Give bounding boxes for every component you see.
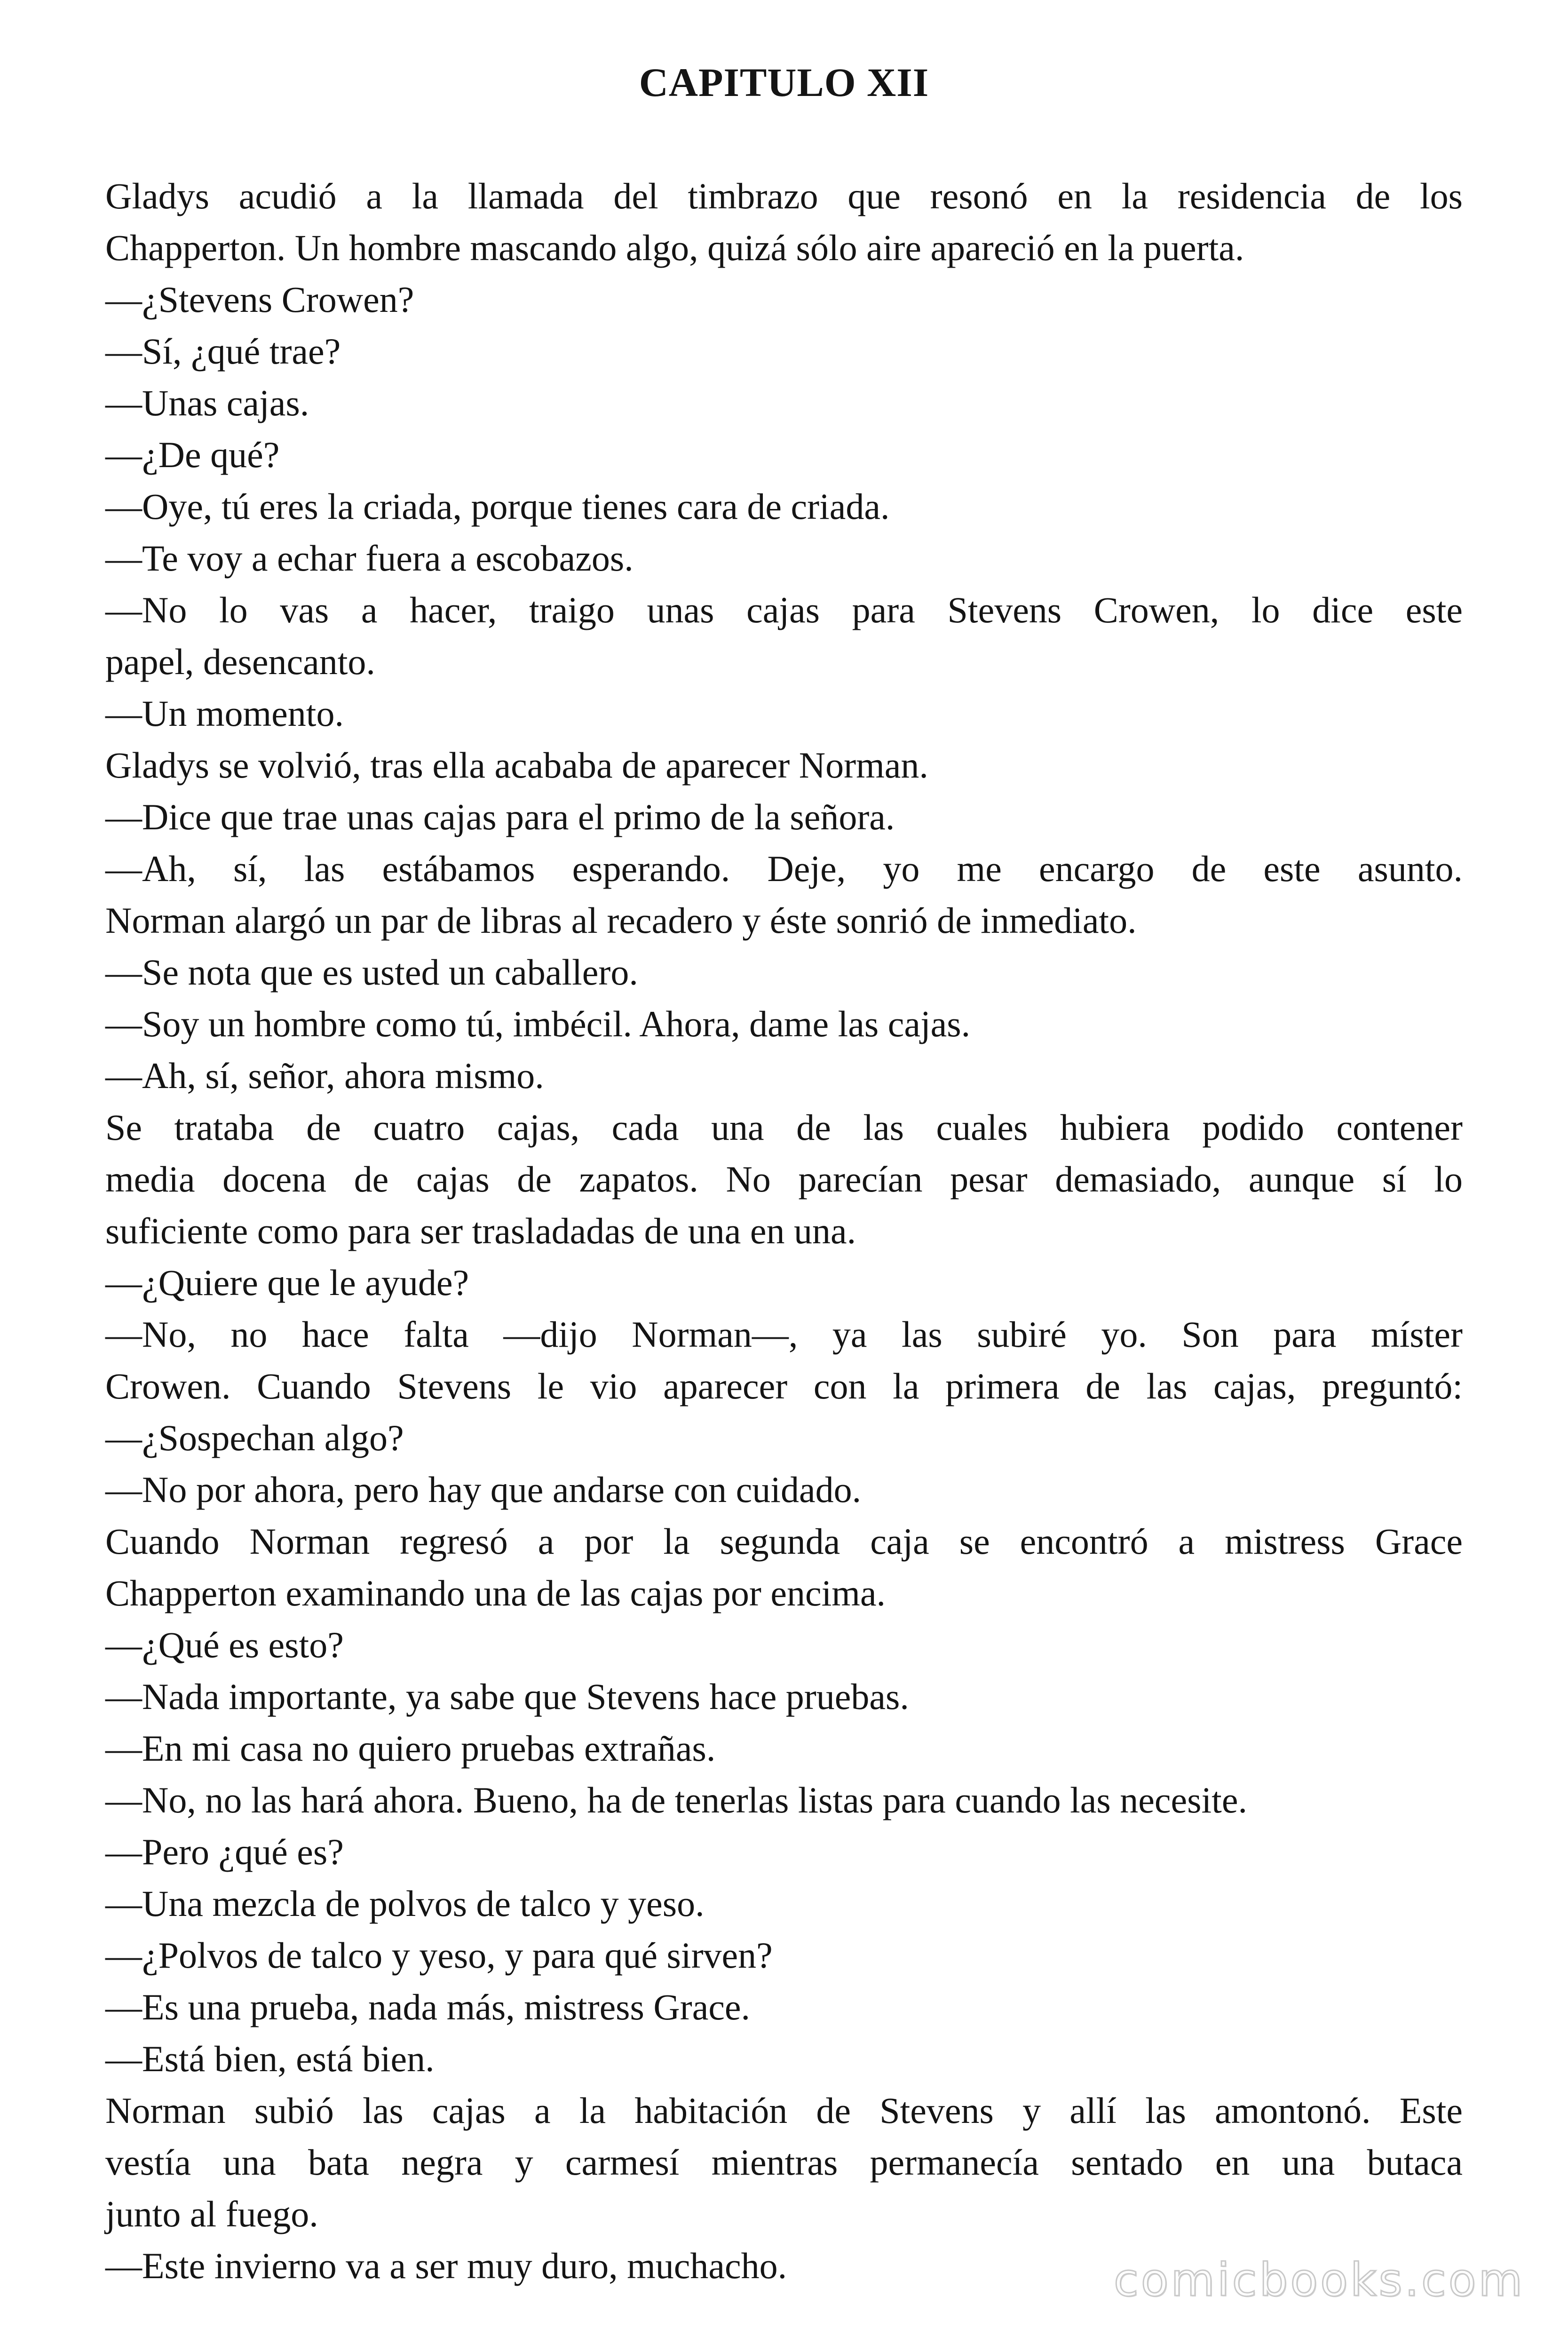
- text-line: —Una mezcla de polvos de talco y yeso.: [105, 1883, 705, 1924]
- text-line: —¿Qué es esto?: [105, 1624, 344, 1665]
- text-line: Norman alargó un par de libras al recadero y éste sonrió de inmediato.: [105, 900, 1137, 941]
- text-line: Gladys se volvió, tras ella acababa de aparecer Norman.: [105, 745, 928, 786]
- text-line: —¿Stevens Crowen?: [105, 279, 414, 320]
- text-line: —Nada importante, ya sabe que Stevens hace pruebas.: [105, 1676, 909, 1717]
- text-line: —No lo vas a hacer, traigo unas cajas para Stevens Crowen, lo dice este: [105, 589, 1463, 630]
- text-line: —Sí, ¿qué trae?: [105, 331, 341, 372]
- text-line: —No por ahora, pero hay que andarse con cuidado.: [105, 1469, 862, 1510]
- text-line: —Pero ¿qué es?: [105, 1831, 344, 1872]
- text-line: —Se nota que es usted un caballero.: [105, 952, 638, 993]
- text-line: vestía una bata negra y carmesí mientras permanecía sentado en una butaca: [105, 2142, 1463, 2183]
- text-line: suficiente como para ser trasladadas de una en una.: [105, 1210, 856, 1251]
- text-line: —No, no las hará ahora. Bueno, ha de tenerlas listas para cuando las necesite.: [105, 1780, 1247, 1820]
- text-line: papel, desencanto.: [105, 641, 375, 682]
- chapter-body: [105, 170, 1463, 2292]
- text-line: —Es una prueba, nada más, mistress Grace.: [105, 1986, 751, 2027]
- text-line: —¿De qué?: [105, 434, 280, 475]
- text-line: junto al fuego.: [105, 2193, 318, 2234]
- text-line: Gladys acudió a la llamada del timbrazo que resonó en la residencia de los: [105, 175, 1463, 216]
- text-line: —¿Polvos de talco y yeso, y para qué sirven?: [105, 1935, 773, 1976]
- text-line: —Ah, sí, señor, ahora mismo.: [105, 1055, 544, 1096]
- text-line: Chapperton examinando una de las cajas por encima.: [105, 1573, 886, 1613]
- text-line: —Te voy a echar fuera a escobazos.: [105, 538, 634, 579]
- text-line: media docena de cajas de zapatos. No parecían pesar demasiado, aunque sí lo: [105, 1159, 1463, 1200]
- text-line: Cuando Norman regresó a por la segunda caja se encontró a mistress Grace: [105, 1521, 1463, 1562]
- text-line: —Unas cajas.: [105, 382, 309, 423]
- text-line: —No, no hace falta —dijo Norman—, ya las subiré yo. Son para míster: [105, 1314, 1463, 1355]
- text-line: —Oye, tú eres la criada, porque tienes cara de criada.: [105, 486, 890, 527]
- watermark-logo: comicbooks.com: [1113, 2254, 1525, 2306]
- text-line: —¿Sospechan algo?: [105, 1417, 404, 1458]
- text-line: —Dice que trae unas cajas para el primo de la señora.: [105, 796, 895, 837]
- chapter-title: CAPITULO XII: [639, 60, 929, 105]
- text-line: Crowen. Cuando Stevens le vio aparecer con la primera de las cajas, preguntó:: [105, 1366, 1463, 1406]
- text-line: —Está bien, está bien.: [105, 2038, 435, 2079]
- text-line: —Ah, sí, las estábamos esperando. Deje, yo me encargo de este asunto.: [105, 848, 1463, 889]
- text-line: —Soy un hombre como tú, imbécil. Ahora, dame las cajas.: [105, 1003, 971, 1044]
- text-line: Se trataba de cuatro cajas, cada una de las cuales hubiera podido contener: [105, 1107, 1463, 1148]
- text-line: Norman subió las cajas a la habitación de Stevens y allí las amontonó. Este: [105, 2090, 1463, 2131]
- text-line: Chapperton. Un hombre mascando algo, quizá sólo aire apareció en la puerta.: [105, 227, 1244, 268]
- text-line: —¿Quiere que le ayude?: [105, 1262, 469, 1303]
- text-line: —Este invierno va a ser muy duro, muchacho.: [105, 2245, 787, 2286]
- text-line: —Un momento.: [105, 693, 344, 734]
- text-line: —En mi casa no quiero pruebas extrañas.: [105, 1728, 716, 1769]
